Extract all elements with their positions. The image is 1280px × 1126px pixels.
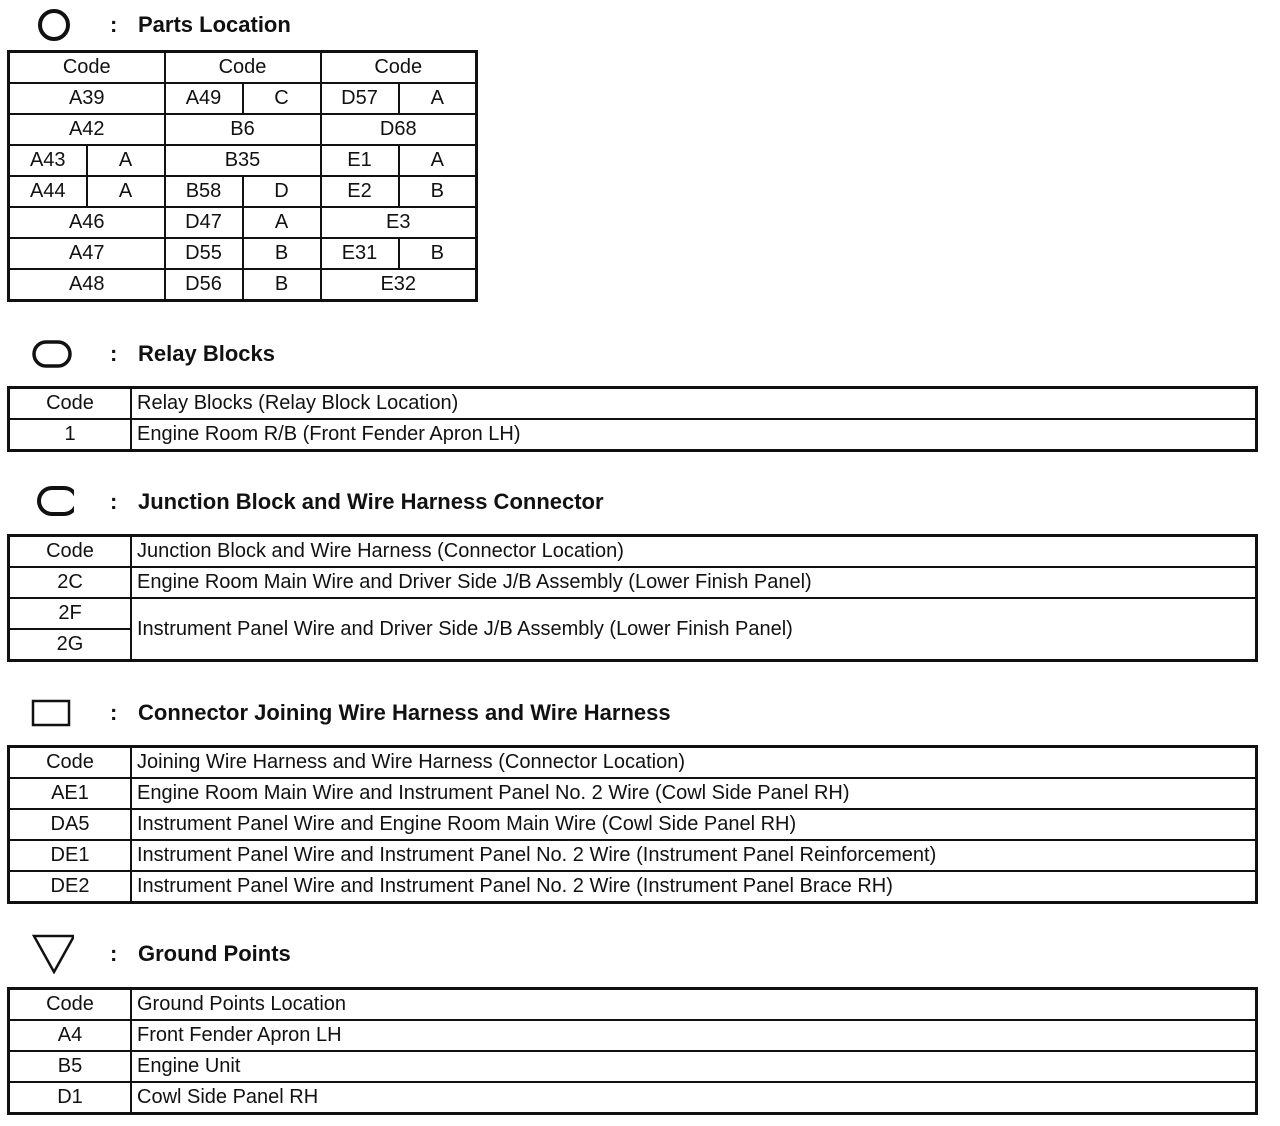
relay-description: Engine Room R/B (Front Fender Apron LH) xyxy=(131,419,1257,451)
table-row xyxy=(9,778,1257,809)
table-row xyxy=(9,871,1257,903)
table-row xyxy=(9,83,477,114)
junction-description: Engine Room Main Wire and Driver Side J/B Assembly (Lower Finish Panel) xyxy=(131,567,1257,598)
ground-description: Engine Unit xyxy=(131,1051,1257,1082)
part-code: B58 xyxy=(165,176,243,207)
part-variant: B xyxy=(399,176,477,207)
header-description: Joining Wire Harness and Wire Harness (Connector Location) xyxy=(131,747,1257,779)
header-description: Ground Points Location xyxy=(131,989,1257,1021)
triangle-down-icon xyxy=(30,934,74,974)
part-code: A39 xyxy=(9,83,165,114)
connector-description: Instrument Panel Wire and Engine Room Main Wire (Cowl Side Panel RH) xyxy=(131,809,1257,840)
part-variant: A xyxy=(243,207,321,238)
part-code: D55 xyxy=(165,238,243,269)
part-code: D57 xyxy=(321,83,399,114)
part-code: B35 xyxy=(165,145,321,176)
table-row xyxy=(9,238,477,269)
part-code: A48 xyxy=(9,269,165,301)
parts-location-colon: : xyxy=(110,12,118,37)
header-code: Code xyxy=(9,989,132,1021)
connector-table xyxy=(7,745,1258,904)
header-code: Code xyxy=(9,536,132,568)
connector-description: Instrument Panel Wire and Instrument Panel No. 2 Wire (Instrument Panel Brace RH) xyxy=(131,871,1257,903)
parts-location-table xyxy=(7,50,478,302)
part-code: E31 xyxy=(321,238,399,269)
part-variant: B xyxy=(243,269,321,301)
table-row xyxy=(9,114,477,145)
header-cell: Code xyxy=(321,52,477,84)
header-description: Junction Block and Wire Harness (Connector Location) xyxy=(131,536,1257,568)
connector-code: DE2 xyxy=(9,871,132,903)
table-row xyxy=(9,598,1257,629)
oval-icon xyxy=(30,482,74,522)
header-code: Code xyxy=(9,747,132,779)
table-header-row xyxy=(9,388,1257,420)
relay-code: 1 xyxy=(9,419,132,451)
table-row xyxy=(9,269,477,301)
table-row xyxy=(9,1082,1257,1114)
junction-code: 2F xyxy=(9,598,132,629)
part-variant: A xyxy=(87,176,165,207)
table-row xyxy=(9,809,1257,840)
relay-blocks-heading xyxy=(30,334,275,374)
connector-description: Engine Room Main Wire and Instrument Panel No. 2 Wire (Cowl Side Panel RH) xyxy=(131,778,1257,809)
part-code: E1 xyxy=(321,145,399,176)
junction-block-table xyxy=(7,534,1258,662)
table-row xyxy=(9,419,1257,451)
table-header-row xyxy=(9,52,477,84)
table-row xyxy=(9,1051,1257,1082)
table-row xyxy=(9,176,477,207)
junction-block-title: Junction Block and Wire Harness Connector xyxy=(138,489,604,514)
part-variant: A xyxy=(399,145,477,176)
part-code: E32 xyxy=(321,269,477,301)
part-code: E2 xyxy=(321,176,399,207)
junction-code: 2G xyxy=(9,629,132,661)
part-code: D47 xyxy=(165,207,243,238)
square-icon xyxy=(30,693,74,733)
ground-description: Cowl Side Panel RH xyxy=(131,1082,1257,1114)
header-cell: Code xyxy=(9,52,165,84)
part-code: A46 xyxy=(9,207,165,238)
connector-colon: : xyxy=(110,700,118,725)
table-row xyxy=(9,567,1257,598)
part-variant: D xyxy=(243,176,321,207)
part-variant: A xyxy=(399,83,477,114)
ground-code: A4 xyxy=(9,1020,132,1051)
table-row xyxy=(9,840,1257,871)
header-code: Code xyxy=(9,388,132,420)
connector-heading xyxy=(30,693,671,733)
part-code: A49 xyxy=(165,83,243,114)
ground-points-title: Ground Points xyxy=(138,941,291,966)
part-code: E3 xyxy=(321,207,477,238)
header-cell: Code xyxy=(165,52,321,84)
part-code: D56 xyxy=(165,269,243,301)
parts-location-heading xyxy=(30,5,291,45)
table-header-row xyxy=(9,989,1257,1021)
junction-block-heading xyxy=(30,482,604,522)
part-code: A43 xyxy=(9,145,87,176)
relay-blocks-colon: : xyxy=(110,341,118,366)
ground-points-table xyxy=(7,987,1258,1115)
table-row xyxy=(9,207,477,238)
header-description: Relay Blocks (Relay Block Location) xyxy=(131,388,1257,420)
junction-block-colon: : xyxy=(110,489,118,514)
ground-code: B5 xyxy=(9,1051,132,1082)
rounded-rectangle-icon xyxy=(30,334,74,374)
ground-code: D1 xyxy=(9,1082,132,1114)
junction-description: Instrument Panel Wire and Driver Side J/B Assembly (Lower Finish Panel) xyxy=(131,598,1257,661)
ground-description: Front Fender Apron LH xyxy=(131,1020,1257,1051)
table-header-row xyxy=(9,536,1257,568)
relay-blocks-table xyxy=(7,386,1258,452)
part-code: A47 xyxy=(9,238,165,269)
table-row xyxy=(9,1020,1257,1051)
connector-code: AE1 xyxy=(9,778,132,809)
table-header-row xyxy=(9,747,1257,779)
circle-icon xyxy=(30,5,74,45)
connector-description: Instrument Panel Wire and Instrument Panel No. 2 Wire (Instrument Panel Reinforcement) xyxy=(131,840,1257,871)
part-code: A44 xyxy=(9,176,87,207)
part-code: D68 xyxy=(321,114,477,145)
part-code: B6 xyxy=(165,114,321,145)
table-row xyxy=(9,145,477,176)
ground-points-colon: : xyxy=(110,941,118,966)
relay-blocks-title: Relay Blocks xyxy=(138,341,275,366)
part-variant: B xyxy=(399,238,477,269)
connector-title: Connector Joining Wire Harness and Wire Harness xyxy=(138,700,671,725)
part-variant: B xyxy=(243,238,321,269)
junction-code: 2C xyxy=(9,567,132,598)
parts-location-title: Parts Location xyxy=(138,12,291,37)
part-code: A42 xyxy=(9,114,165,145)
part-variant: A xyxy=(87,145,165,176)
connector-code: DE1 xyxy=(9,840,132,871)
ground-points-heading xyxy=(30,934,291,974)
part-variant: C xyxy=(243,83,321,114)
connector-code: DA5 xyxy=(9,809,132,840)
